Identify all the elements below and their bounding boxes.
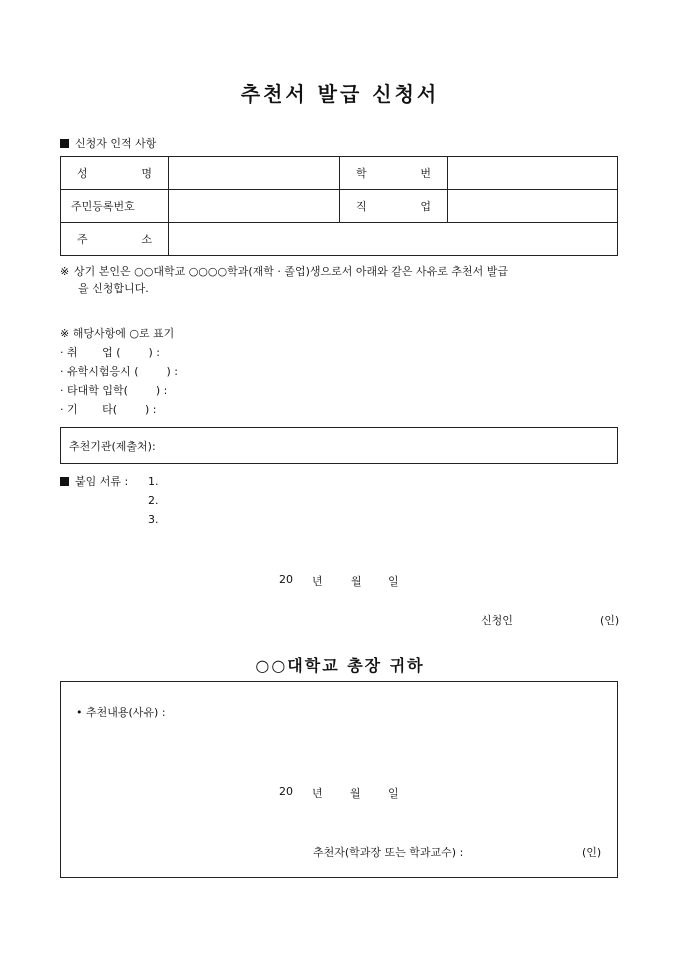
- table-row: [61, 223, 618, 256]
- section-personal-info-label: 신청자 인적 사항: [75, 137, 157, 150]
- table-row: [61, 157, 618, 190]
- address-value-cell[interactable]: [169, 223, 618, 256]
- addressee-heading: ○○대학교 총장 귀하: [255, 656, 425, 675]
- recipient-institution-field[interactable]: [60, 427, 618, 464]
- occupation-label-char: 직: [356, 200, 367, 213]
- resident-number-value-cell[interactable]: [169, 190, 340, 223]
- applicant-seal[interactable]: (인): [600, 614, 620, 627]
- date-day-label: 일: [388, 575, 399, 588]
- recommender-label: 추천자(학과장 또는 학과교수) :: [313, 846, 464, 859]
- rec-date-year-prefix: 20: [279, 785, 293, 798]
- student-id-label-char: 번: [420, 167, 431, 180]
- recipient-institution-label: 추천기관(제출처):: [69, 439, 156, 453]
- checklist-item-study-abroad-exam[interactable]: · 유학시험응시 ( ) :: [60, 365, 179, 378]
- attachments-section: [60, 472, 159, 526]
- rec-date-year-label: 년: [312, 787, 323, 800]
- checklist-item-employment[interactable]: · 취 업 ( ) :: [60, 346, 160, 359]
- address-label-char: 주: [77, 233, 88, 246]
- page-title: 추천서 발급 신청서: [240, 82, 440, 106]
- statement-line-2: 을 신청합니다.: [78, 282, 149, 295]
- square-bullet-icon: [60, 139, 69, 148]
- recommender-seal[interactable]: (인): [582, 846, 602, 859]
- name-value-cell[interactable]: [169, 157, 340, 190]
- checklist-item-other-university[interactable]: · 타대학 입학( ) :: [60, 384, 168, 397]
- reference-mark-icon: ※: [60, 265, 70, 278]
- rec-date-month-label: 월: [350, 787, 361, 800]
- attachment-item[interactable]: 3.: [148, 513, 159, 526]
- address-label-cell: [61, 223, 169, 256]
- resident-number-label-cell: [61, 190, 169, 223]
- attachment-item[interactable]: 2.: [148, 494, 159, 507]
- student-id-label-cell: [340, 157, 448, 190]
- name-label-cell: [61, 157, 169, 190]
- name-label-char: 성: [77, 167, 88, 180]
- applicant-info-table: [60, 156, 618, 256]
- student-id-label-char: 학: [356, 167, 367, 180]
- applicant-label: 신청인: [481, 614, 513, 627]
- checklist-item-other[interactable]: · 기 타( ) :: [60, 403, 157, 416]
- application-statement: [60, 263, 508, 297]
- occupation-label-char: 업: [420, 200, 431, 213]
- recommendation-reason-label: • 추천내용(사유) :: [76, 706, 166, 719]
- square-bullet-icon: [60, 477, 69, 486]
- recommendation-box: [60, 681, 618, 878]
- occupation-label-cell: [340, 190, 448, 223]
- resident-number-label: 주민등록번호: [71, 200, 135, 213]
- rec-date-day-label: 일: [388, 787, 399, 800]
- section-personal-info-heading: [60, 135, 156, 151]
- date-year-prefix: 20: [279, 573, 293, 586]
- date-month-label: 월: [351, 575, 362, 588]
- checklist-heading: ※ 해당사항에 ○로 표기: [60, 327, 175, 340]
- date-year-label: 년: [312, 575, 323, 588]
- attachments-label: 붙임 서류 :: [75, 475, 129, 488]
- student-id-value-cell[interactable]: [448, 157, 618, 190]
- occupation-value-cell[interactable]: [448, 190, 618, 223]
- table-row: [61, 190, 618, 223]
- statement-line-1: 상기 본인은 ○○대학교 ○○○○학과(재학 · 졸업)생으로서 아래와 같은 사유로 추천서 발급: [74, 265, 509, 278]
- address-label-char: 소: [141, 233, 152, 246]
- attachment-item[interactable]: 1.: [148, 475, 159, 488]
- purpose-checklist: [60, 324, 178, 419]
- name-label-char: 명: [141, 167, 152, 180]
